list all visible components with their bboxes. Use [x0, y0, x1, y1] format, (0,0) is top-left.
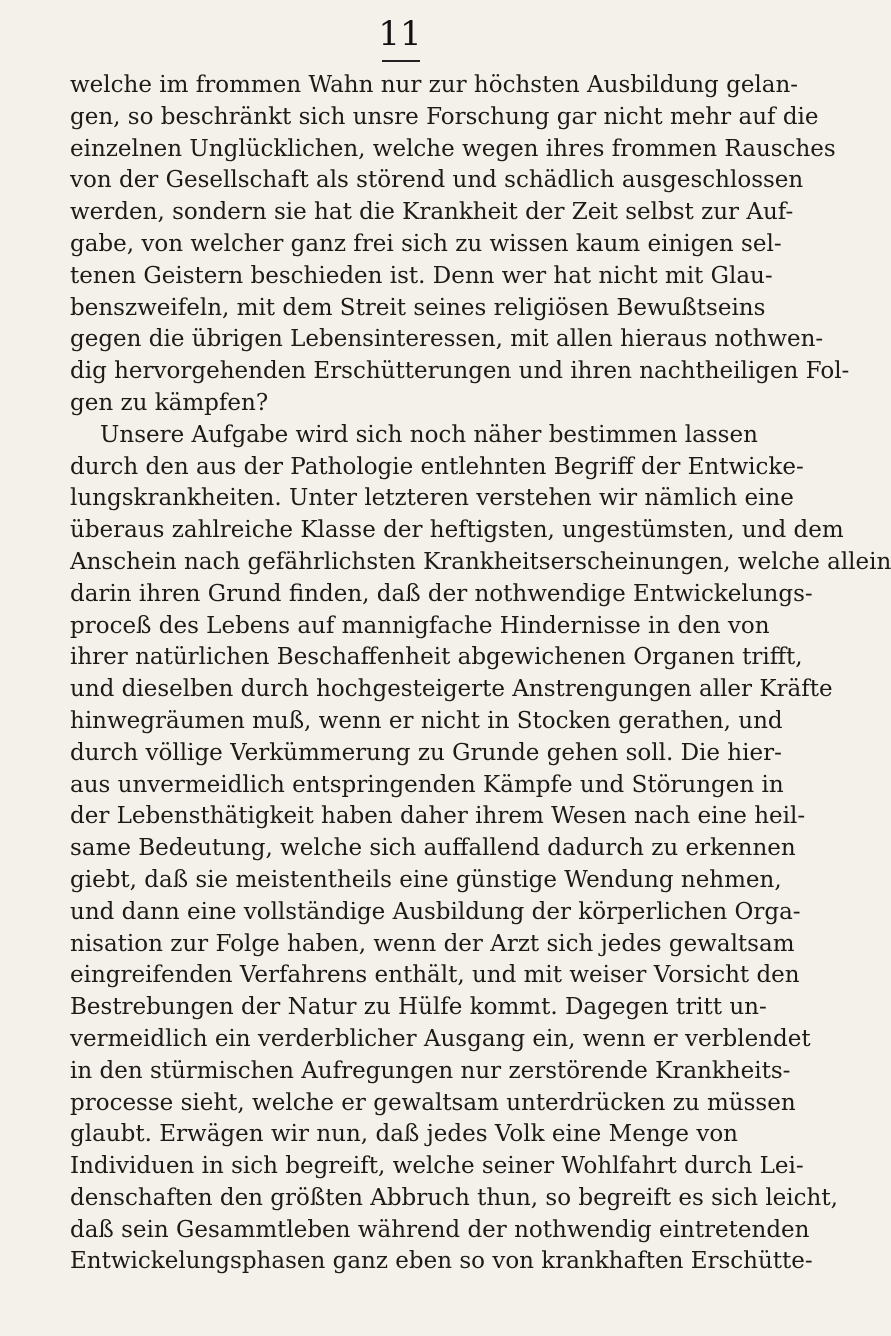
text-line: Individuen in sich begreift, welche seiner Wohlfahrt durch Lei-: [70, 1153, 804, 1180]
text-line: nisation zur Folge haben, wenn der Arzt sich jedes gewaltsam: [70, 930, 795, 957]
text-line: denschaften den größten Abbruch thun, so begreift es sich leicht,: [70, 1184, 838, 1211]
text-line: hinwegräumen muß, wenn er nicht in Stocken gerathen, und: [70, 707, 783, 734]
text-line: tenen Geistern beschieden ist. Denn wer hat nicht mit Glau-: [70, 262, 773, 289]
text-line: gen, so beschränkt sich unsre Forschung gar nicht mehr auf die: [70, 103, 819, 130]
text-line: einzelnen Unglücklichen, welche wegen ihres frommen Rausches: [70, 135, 836, 162]
text-line: Unsere Aufgabe wird sich noch näher bestimmen lassen: [100, 421, 758, 448]
text-line: lungskrankheiten. Unter letzteren verstehen wir nämlich eine: [70, 485, 794, 512]
text-line: durch den aus der Pathologie entlehnten Begriff der Entwicke-: [70, 453, 804, 480]
body-text: [70, 70, 891, 1278]
text-line: in den stürmischen Aufregungen nur zerstörende Krankheits-: [70, 1057, 791, 1084]
text-line: gen zu kämpfen?: [70, 389, 269, 416]
text-line: durch völlige Verkümmerung zu Grunde gehen soll. Die hier-: [70, 739, 782, 766]
text-line: eingreifenden Verfahrens enthält, und mit weiser Vorsicht den: [70, 962, 800, 989]
text-line: und dieselben durch hochgesteigerte Anstrengungen aller Kräfte: [70, 676, 833, 703]
text-line: Entwickelungsphasen ganz eben so von krankhaften Erschütte-: [70, 1248, 813, 1275]
text-line: überaus zahlreiche Klasse der heftigsten, ungestümsten, und dem: [70, 517, 844, 544]
text-line: darin ihren Grund finden, daß der nothwendige Entwickelungs-: [70, 580, 813, 607]
page-number-rule: [382, 60, 420, 62]
text-line: glaubt. Erwägen wir nun, daß jedes Volk eine Menge von: [70, 1121, 738, 1148]
text-line: daß sein Gesammtleben während der nothwendig eintretenden: [70, 1216, 810, 1243]
text-line: der Lebensthätigkeit haben daher ihrem Wesen nach eine heil-: [70, 803, 806, 830]
text-line: proceß des Lebens auf mannigfache Hindernisse in den von: [70, 612, 770, 639]
text-line: giebt, daß sie meistentheils eine günstige Wendung nehmen,: [70, 866, 782, 893]
text-line: vermeidlich ein verderblicher Ausgang ein, wenn er verblendet: [70, 1025, 811, 1052]
text-line: processe sieht, welche er gewaltsam unterdrücken zu müssen: [70, 1089, 796, 1116]
text-line: same Bedeutung, welche sich auffallend dadurch zu erkennen: [70, 835, 796, 862]
text-line: benszweifeln, mit dem Streit seines religiösen Bewußtseins: [70, 294, 766, 321]
text-line: von der Gesellschaft als störend und schädlich ausgeschlossen: [70, 167, 804, 194]
page-number: 11: [378, 14, 422, 54]
text-line: aus unvermeidlich entspringenden Kämpfe und Störungen in: [70, 771, 784, 798]
text-line: welche im frommen Wahn nur zur höchsten Ausbildung gelan-: [70, 72, 799, 98]
text-line: werden, sondern sie hat die Krankheit der Zeit selbst zur Auf-: [70, 199, 794, 226]
text-line: und dann eine vollständige Ausbildung der körperlichen Orga-: [70, 898, 801, 925]
text-line: gabe, von welcher ganz frei sich zu wissen kaum einigen sel-: [70, 230, 782, 257]
text-line: ihrer natürlichen Beschaffenheit abgewichenen Organen trifft,: [70, 644, 803, 671]
text-line: gegen die übrigen Lebensinteressen, mit allen hieraus nothwen-: [70, 326, 824, 353]
text-line: dig hervorgehenden Erschütterungen und ihren nachtheiligen Fol-: [70, 358, 850, 385]
text-line: Bestrebungen der Natur zu Hülfe kommt. Dagegen tritt un-: [70, 994, 767, 1021]
text-line: Anschein nach gefährlichsten Krankheitserscheinungen, welche allein: [70, 548, 891, 575]
